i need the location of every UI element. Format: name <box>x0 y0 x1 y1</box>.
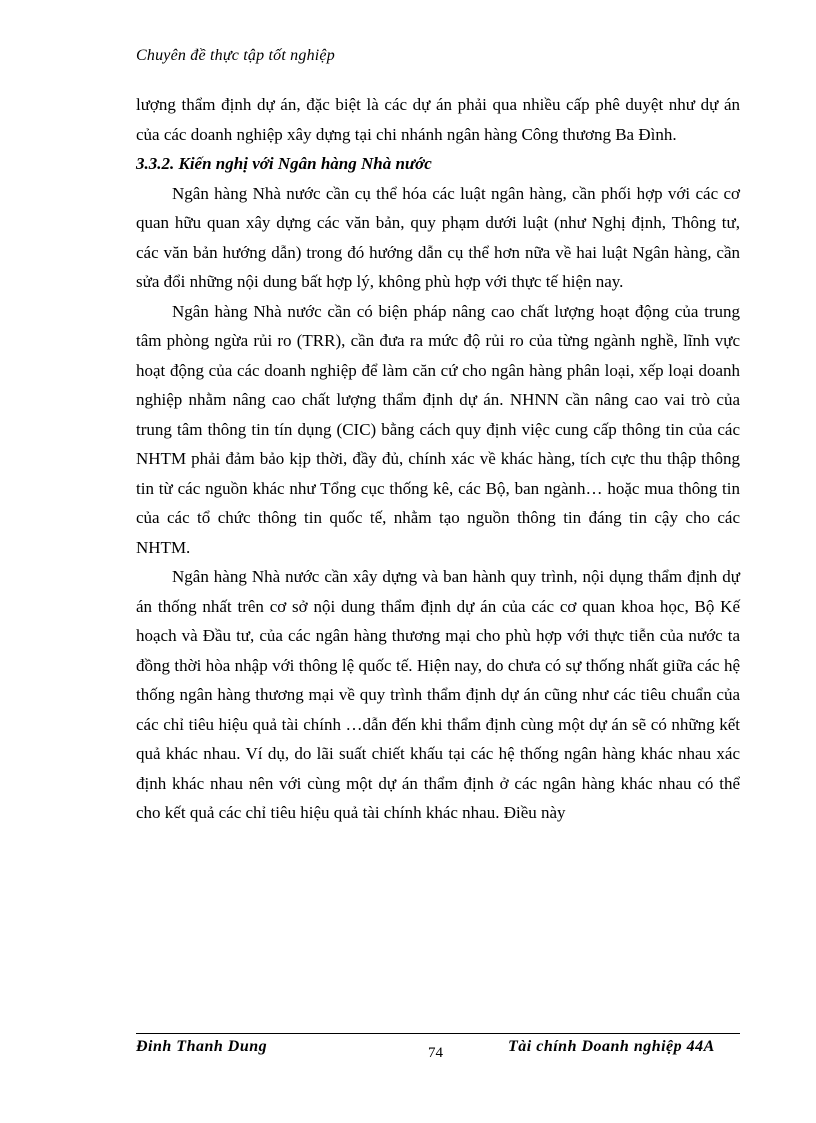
paragraph-3: Ngân hàng Nhà nước cần xây dựng và ban hành quy trình, nội dụng thẩm định dự án thống nhất trên cơ sở nội dung thẩm định dự án của các cơ quan khoa học, Bộ Kế hoạch và Đầu tư, của các ngân hàng thương mại cho phù hợp với thực tiễn của nước ta đồng thời hòa nhập với thông lệ quốc tế. Hiện nay, do chưa có sự thống nhất giữa các hệ thống ngân hàng thương mại về quy trình thẩm định dự án cũng như các tiêu chuẩn của các chỉ tiêu hiệu quả tài chính …dẫn đến khi thẩm định cùng một dự án sẽ có những kết quả khác nhau. Ví dụ, do lãi suất chiết khấu tại các hệ thống ngân hàng khác nhau xác định khác nhau nên với cùng một dự án thẩm định ở các ngân hàng khác nhau có thể cho kết quả các chỉ tiêu hiệu quả tài chính khác nhau. Điều này <box>136 567 740 822</box>
footer-course: Tài chính Doanh nghiệp 44A <box>508 1038 715 1055</box>
document-body <box>136 90 740 828</box>
section-heading: 3.3.2. Kiến nghị với Ngân hàng Nhà nước <box>136 154 432 173</box>
footer-author: Đinh Thanh Dung <box>136 1038 268 1055</box>
paragraph-1: Ngân hàng Nhà nước cần cụ thể hóa các luật ngân hàng, cần phối hợp với các cơ quan hữu quan xây dựng các văn bản, quy phạm dưới luật (như Nghị định, Thông tư, các văn bản hướng dẫn) trong đó hướng dẫn cụ thể hơn nữa về hai luật Ngân hàng, cần sửa đổi những nội dung bất hợp lý, không phù hợp với thực tế hiện nay. <box>136 183 740 291</box>
page-header: Chuyên đề thực tập tốt nghiệp <box>136 47 335 64</box>
paragraph-2: Ngân hàng Nhà nước cần có biện pháp nâng cao chất lượng hoạt động của trung tâm phòng ngừa rủi ro (TRR), cần đưa ra mức độ rủi ro của từng ngành nghề, lĩnh vực hoạt động của các doanh nghiệp để làm căn cứ cho ngân hàng phân loại, xếp loại doanh nghiệp nhằm nâng cao chất lượng thẩm định dự án. NHNN cần nâng cao vai trò của trung tâm thông tin tín dụng (CIC) bằng cách quy định việc cung cấp thông tin của các NHTM phải đảm bảo kịp thời, đầy đủ, chính xác về khác hàng, tích cực thu thập thông tin từ các nguồn khác như Tổng cục thống kê, các Bộ, ban ngành… hoặc mua thông tin của các tổ chức thông tin quốc tế, nhằm tạo nguồn thông tin đáng tin cậy cho các NHTM. <box>136 301 740 557</box>
page-number: 74 <box>428 1045 443 1061</box>
paragraph-continuation: lượng thẩm định dự án, đặc biệt là các dự án phải qua nhiều cấp phê duyệt như dự án của các doanh nghiệp xây dựng tại chi nhánh ngân hàng Công thương Ba Đình. <box>136 95 740 144</box>
footer-divider <box>136 1033 740 1034</box>
